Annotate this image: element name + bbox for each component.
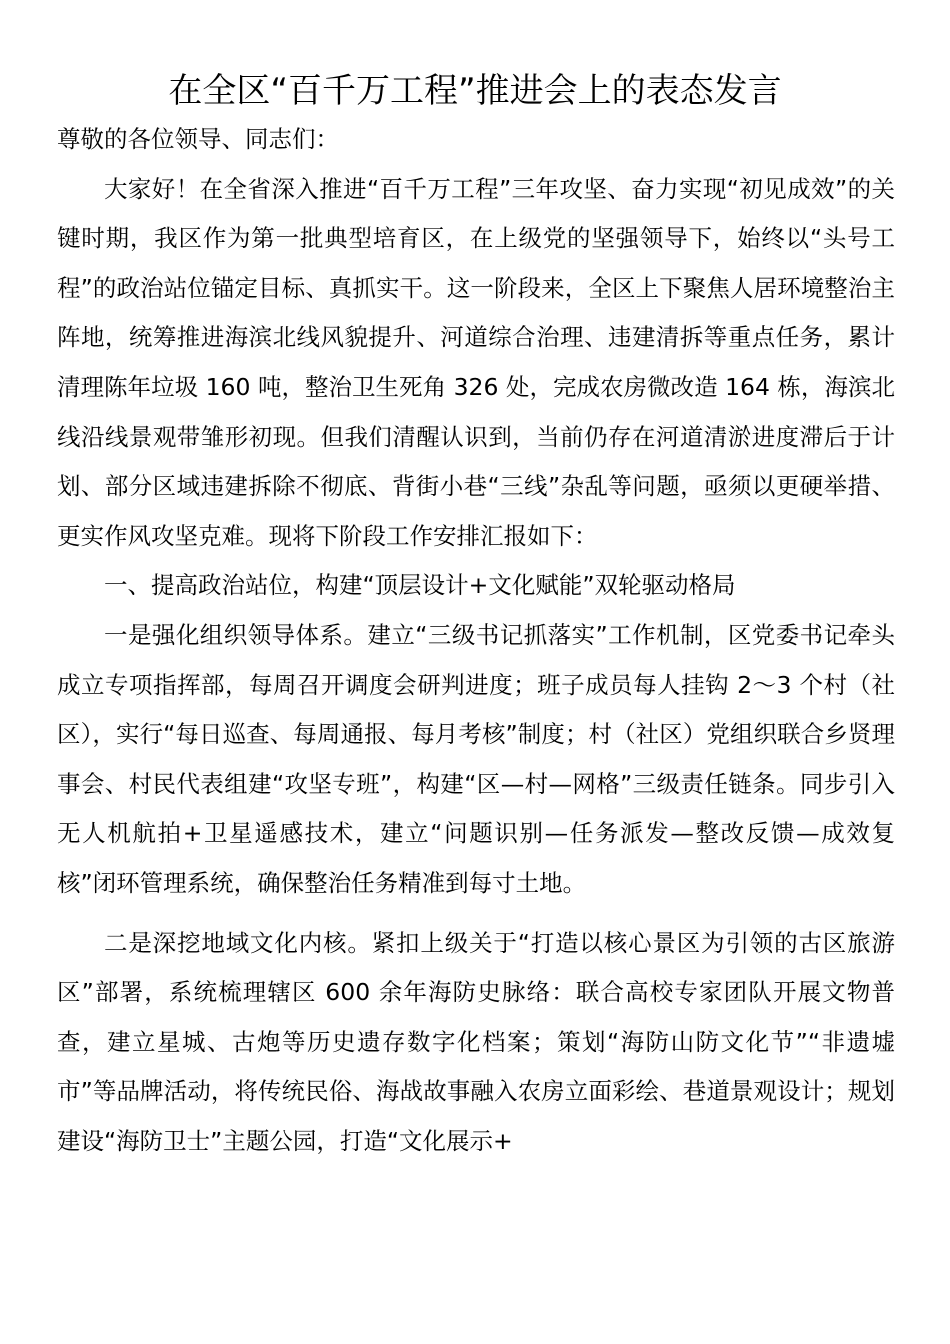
paragraph-organization: 一是强化组织领导体系。建立“三级书记抓落实”工作机制，区党委书记牵头成立专项指挥部，每周召开调度会研判进度；班子成员每人挂钩 2～3 个村（社区），实行“每日巡查、每周通报、每月考核”制度；村（社区）党组织联合乡贤理事会、村民代表组建“攻坚专班”，构建“区—村—网格”三级责任链条。同步引入无人机航拍+卫星遥感技术，建立“问题识别—任务派发—整改反馈—成效复核”闭环管理系统，确保整治任务精准到每寸土地。 (57, 620, 895, 897)
paragraph-intro: 大家好！在全省深入推进“百千万工程”三年攻坚、奋力实现“初见成效”的关键时期，我区作为第一批典型培育区，在上级党的坚强领导下，始终以“头号工程”的政治站位锚定目标、真抓实干。这一阶段来，全区上下聚焦人居环境整治主阵地，统筹推进海滨北线风貌提升、河道综合治理、违建清拆等重点任务，累计清理陈年垃圾 160 吨，整治卫生死角 326 处，完成农房微改造 164 栋，海滨北线沿线景观带雏形初现。但我们清醒认识到，当前仍存在河道清淤进度滞后于计划、部分区域违建拆除不彻底、背街小巷“三线”杂乱等问题，亟须以更硬举措、更实作风攻坚克难。现将下阶段工作安排汇报如下： (57, 174, 895, 550)
salutation: 尊敬的各位领导、同志们： (57, 125, 339, 153)
document-body (57, 115, 895, 1166)
section-heading: 一、提高政治站位，构建“顶层设计+文化赋能”双轮驱动格局 (104, 571, 736, 600)
paragraph-culture: 二是深挖地域文化内核。紧扣上级关于“打造以核心景区为引领的古区旅游区”部署，系统梳理辖区 600 余年海防史脉络：联合高校专家团队开展文物普查，建立星城、古炮等历史遗存数字化档案；策划“海防山防文化节”“非遗墟市”等品牌活动，将传统民俗、海战故事融入农房立面彩绘、巷道景观设计；规划建设“海防卫士”主题公园，打造“文化展示+ (57, 928, 895, 1155)
document-title: 在全区“百千万工程”推进会上的表态发言 (168, 71, 782, 111)
